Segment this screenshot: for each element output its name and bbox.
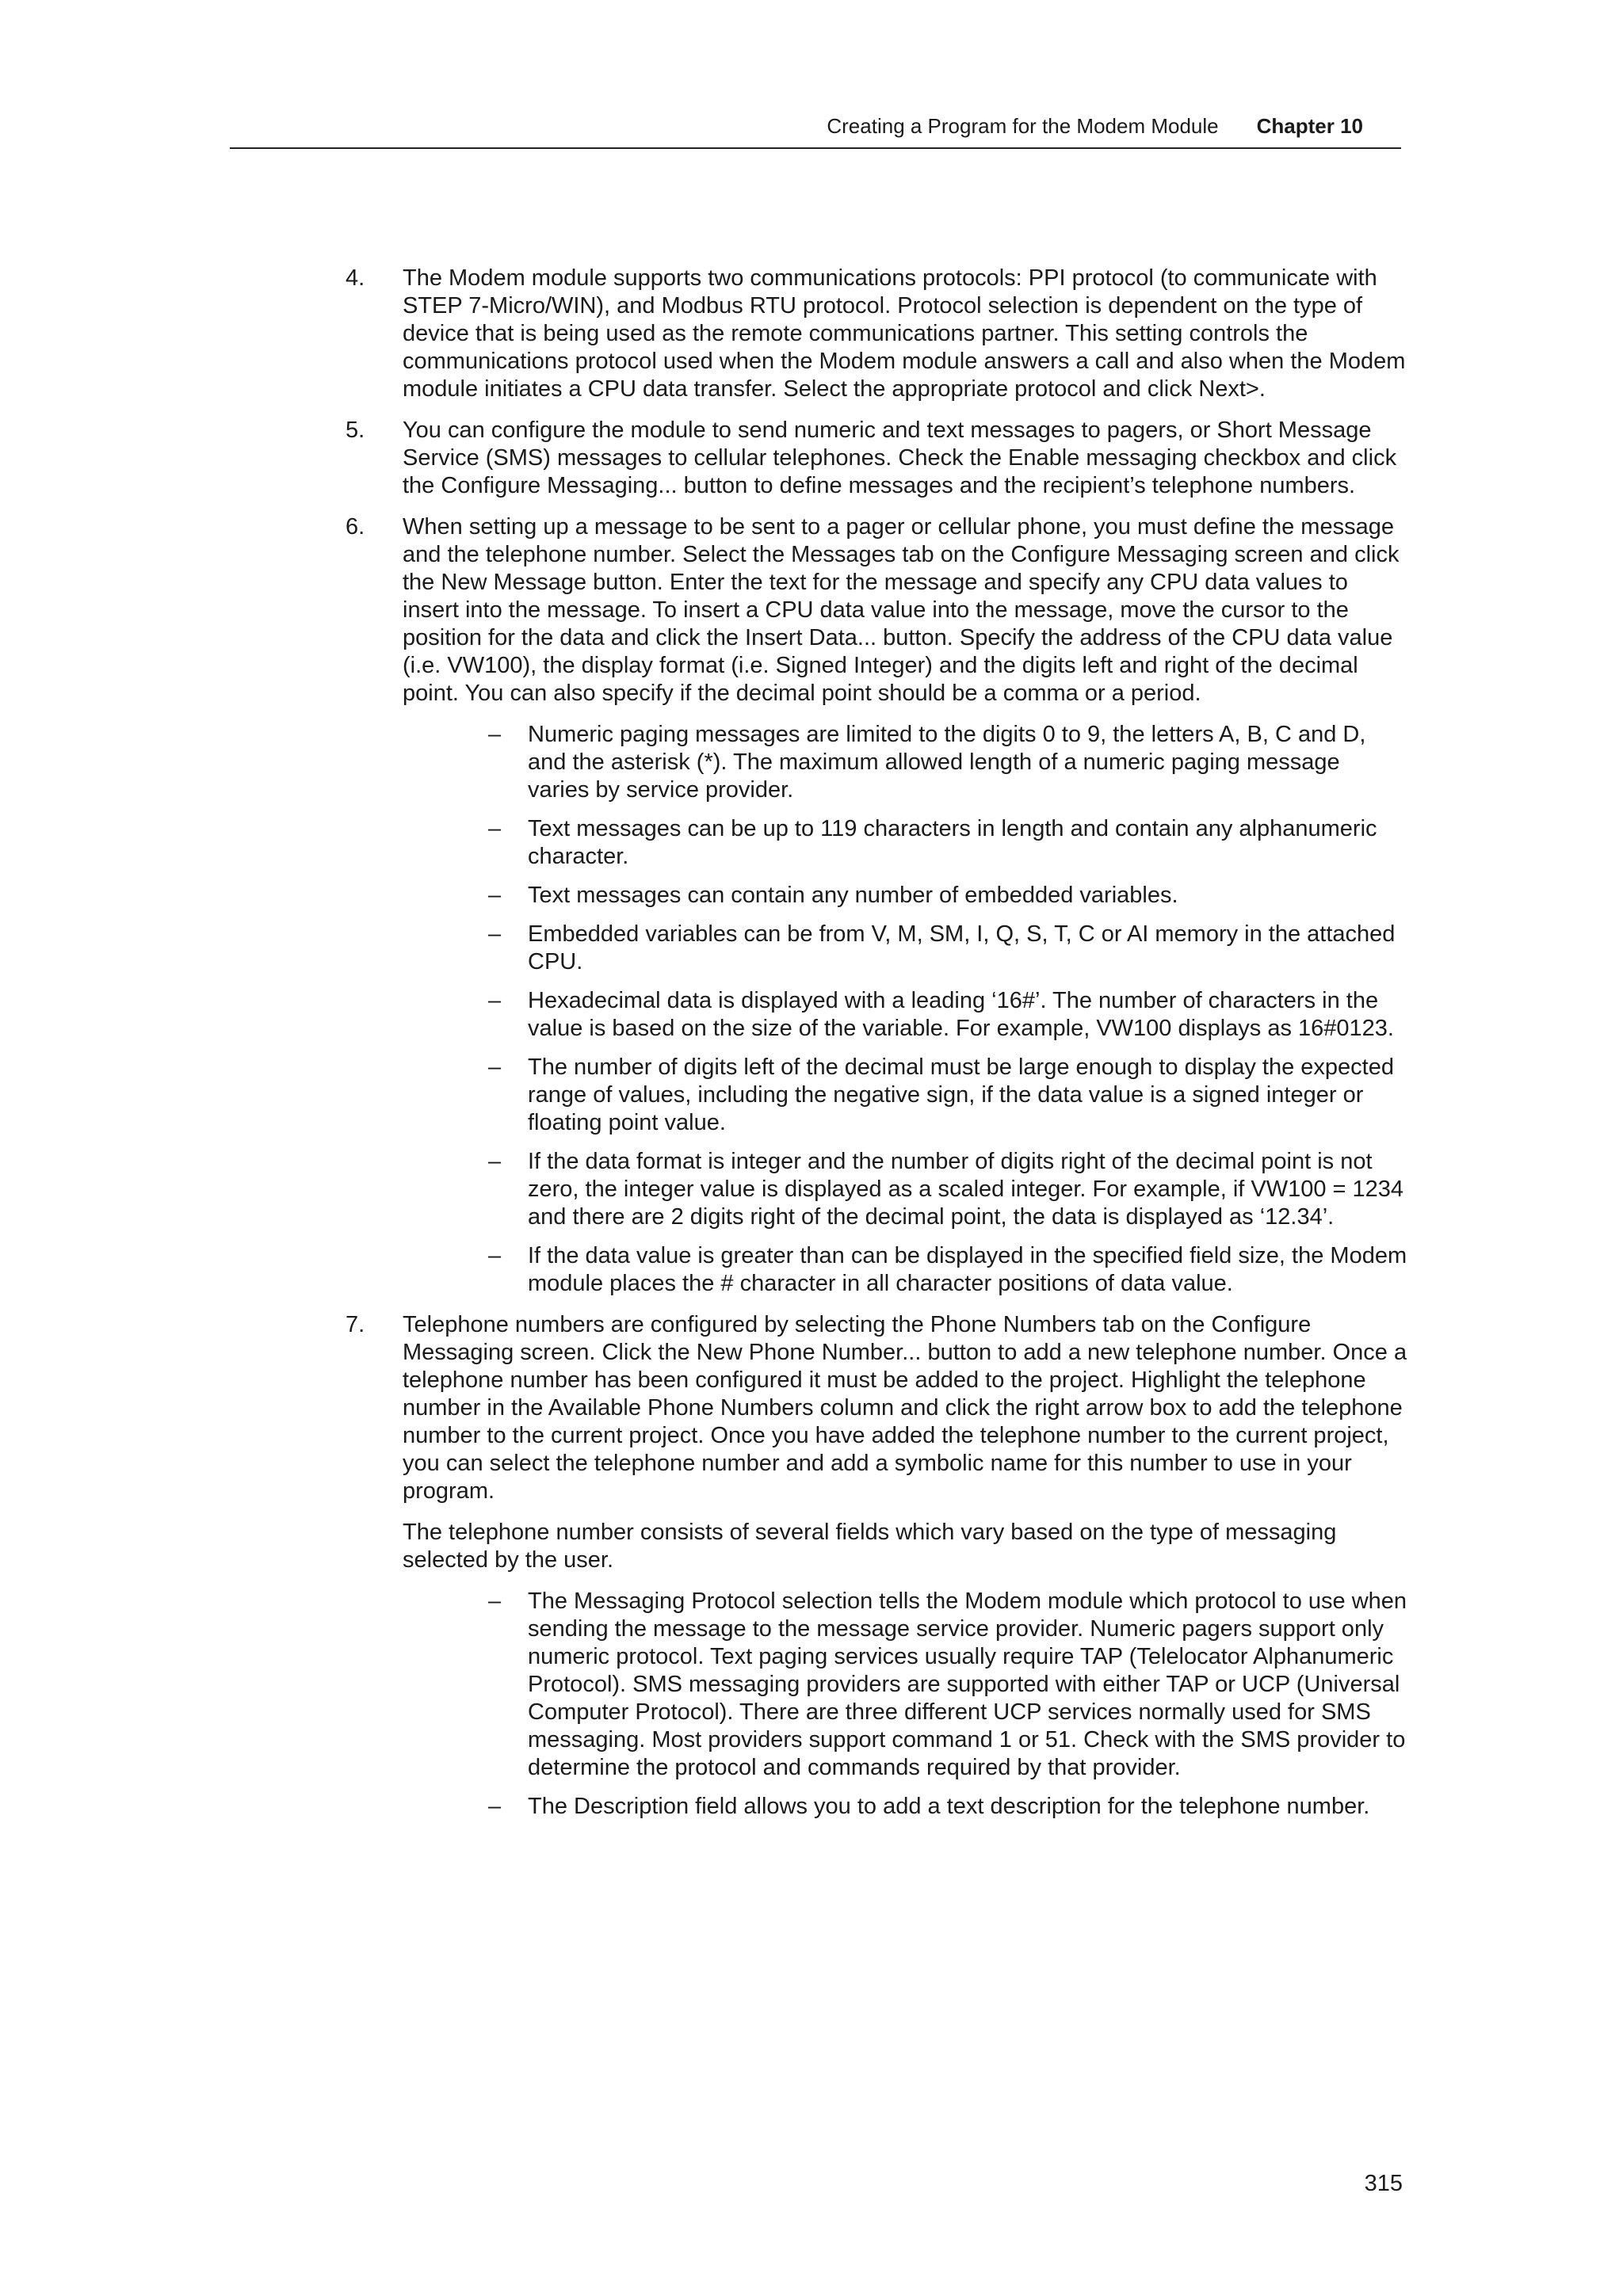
bullet-item xyxy=(403,882,1407,910)
bullet-dash: – xyxy=(488,1243,502,1268)
page-number: 315 xyxy=(1364,2171,1403,2196)
bullet-dash: – xyxy=(488,1794,502,1819)
bullet-text: If the data format is integer and the number of digits right of the decimal point is not zero, the integer value is displayed as a scaled integer. For example, if VW100 = 1234 and there are 2 digits right of the decimal point, the data is displayed as ‘12.34’. xyxy=(528,1149,1404,1230)
bullet-dash: – xyxy=(488,1055,502,1080)
bullet-text: Hexadecimal data is displayed with a leading ‘16#’. The number of characters in the value is based on the size of the variable. For example, VW100 displays as 16#0123. xyxy=(528,988,1394,1041)
bullet-item xyxy=(403,1793,1407,1821)
bullet-text: Numeric paging messages are limited to the digits 0 to 9, the letters A, B, C and D, and the asterisk (*). The maximum allowed length of a numeric paging message varies by service provider. xyxy=(528,722,1366,803)
bullet-text: The Description field allows you to add a text description for the telephone number. xyxy=(528,1794,1370,1819)
bullet-text: The Messaging Protocol selection tells the Modem module which protocol to use when sending the message to the message service provider. Numeric pagers support only numeric protocol. Text paging services usually require TAP (Telelocator Alphanumeric Protocol). SMS messaging providers are supported with either TAP or UCP (Universal Computer Protocol). There are three different UCP services normally used for SMS messaging. Most providers support command 1 or 51. Check with the SMS provider to determine the protocol and commands required by that provider. xyxy=(528,1589,1407,1780)
item-number: 4. xyxy=(346,265,365,291)
bullet-dash: – xyxy=(488,988,502,1013)
bullet-dash: – xyxy=(488,722,502,747)
list-item xyxy=(346,417,1407,500)
bullet-item xyxy=(403,815,1407,871)
bullet-dash: – xyxy=(488,816,502,841)
bullet-text: The number of digits left of the decimal must be large enough to display the expected range of values, including the negative sign, if the data value is a signed integer or floating point value. xyxy=(528,1055,1394,1135)
bullet-list xyxy=(403,721,1407,1298)
bullet-text: Embedded variables can be from V, M, SM, I, Q, S, T, C or AI memory in the attached CPU. xyxy=(528,921,1396,974)
document-body xyxy=(346,265,1407,1834)
item-paragraph: Telephone numbers are configured by selecting the Phone Numbers tab on the Configure Messaging screen. Click the New Phone Number... button to add a new telephone number. Once a telephone number has been configured it must be added to the project. Highlight the telephone number in the Available Phone Numbers column and click the right arrow box to add the telephone number to the current project. Once you have added the telephone number to the current project, you can select the telephone number and add a symbolic name for this number to use in your program. xyxy=(403,1312,1407,1504)
item-paragraph: The telephone number consists of several fields which vary based on the type of messaging selected by the user. xyxy=(403,1520,1337,1573)
list-item xyxy=(346,265,1407,403)
item-number: 5. xyxy=(346,418,365,443)
item-number: 7. xyxy=(346,1312,365,1337)
section-title: Creating a Program for the Modem Module xyxy=(827,114,1219,138)
bullet-dash: – xyxy=(488,883,502,908)
bullet-dash: – xyxy=(488,921,502,947)
item-number: 6. xyxy=(346,514,365,540)
bullet-item xyxy=(403,1148,1407,1231)
bullet-dash: – xyxy=(488,1149,502,1174)
list-item xyxy=(346,513,1407,1298)
bullet-text: If the data value is greater than can be displayed in the specified field size, the Modem module places the # character in all character positions of data value. xyxy=(528,1243,1407,1296)
bullet-dash: – xyxy=(488,1589,502,1614)
item-paragraph: The Modem module supports two communications protocols: PPI protocol (to communicate with STEP 7-Micro/WIN), and Modbus RTU protocol. Protocol selection is dependent on the type of device that is being used as the remote communications partner. This setting controls the communications protocol used when the Modem module answers a call and also when the Modem module initiates a CPU data transfer. Select the appropriate protocol and click Next>. xyxy=(403,265,1406,402)
bullet-list xyxy=(403,1588,1407,1821)
item-paragraph: When setting up a message to be sent to a pager or cellular phone, you must define the message and the telephone number. Select the Messages tab on the Configure Messaging screen and click the New Message button. Enter the text for the message and specify any CPU data values to insert into the message. To insert a CPU data value into the message, move the cursor to the position for the data and click the Insert Data... button. Specify the address of the CPU data value (i.e. VW100), the display format (i.e. Signed Integer) and the digits left and right of the decimal point. You can also specify if the decimal point should be a comma or a period. xyxy=(403,514,1400,706)
item-paragraph: You can configure the module to send numeric and text messages to pagers, or Short Message Service (SMS) messages to cellular telephones. Check the Enable messaging checkbox and click the Configure Messaging... button to define messages and the recipient’s telephone numbers. xyxy=(403,418,1397,498)
bullet-item xyxy=(403,721,1407,804)
bullet-item xyxy=(403,1054,1407,1137)
bullet-item xyxy=(403,921,1407,976)
bullet-text: Text messages can be up to 119 characters in length and contain any alphanumeric character. xyxy=(528,816,1377,869)
page-header xyxy=(230,114,1401,149)
chapter-label: Chapter 10 xyxy=(1256,114,1363,138)
list-item xyxy=(346,1311,1407,1821)
bullet-item xyxy=(403,987,1407,1043)
bullet-item xyxy=(403,1588,1407,1782)
bullet-item xyxy=(403,1242,1407,1298)
bullet-text: Text messages can contain any number of embedded variables. xyxy=(528,883,1178,908)
